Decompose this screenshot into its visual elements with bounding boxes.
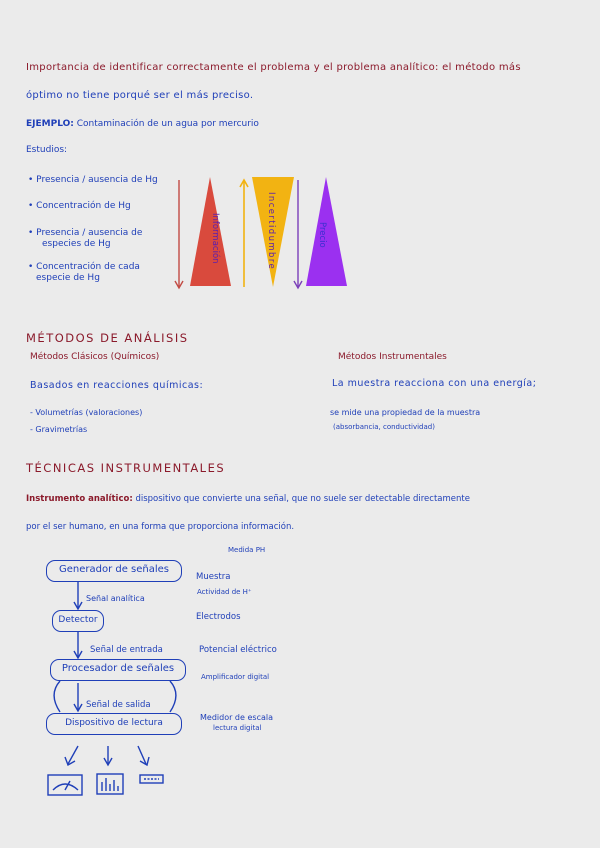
study-item: • Presencia / ausencia de Hg: [28, 175, 158, 185]
study-item-continuation: especie de Hg: [36, 273, 100, 283]
instrumental-description: La muestra reacciona con una energía;: [332, 378, 537, 389]
instrument-definition-text-1: dispositivo que convierte una señal, que no suele ser detectable directamente: [135, 494, 470, 504]
study-item: • Presencia / ausencia de: [28, 228, 143, 238]
classic-item: - Gravimetrías: [30, 425, 88, 434]
flow-loop-right: [170, 681, 176, 712]
studies-label: Estudios:: [26, 145, 68, 155]
ph-example-item: Actividad de H⁺: [197, 588, 252, 596]
study-item: • Concentración de Hg: [28, 201, 131, 211]
instrument-definition-label: Instrumento analítico:: [26, 494, 133, 504]
analog-meter-needle: [65, 781, 70, 790]
price-label: Precio: [317, 222, 327, 248]
instrumental-examples: (absorbancia, conductividad): [333, 423, 435, 431]
ph-example-item: Potencial eléctrico: [199, 645, 277, 655]
ph-example-item: Muestra: [196, 572, 231, 582]
input-signal-label: Señal de entrada: [90, 645, 163, 655]
ph-example-item: Amplificador digital: [201, 673, 270, 681]
output-arrow: [138, 746, 146, 764]
instrumental-methods-title: Métodos Instrumentales: [338, 352, 447, 362]
classic-description: Basados en reacciones químicas:: [30, 380, 204, 391]
analog-meter-icon: [48, 775, 82, 795]
ph-example-item: Medidor de escala: [200, 713, 273, 722]
study-item-continuation: especies de Hg: [42, 239, 111, 249]
intro-line-2: óptimo no tiene porqué ser el más preciso.: [26, 90, 254, 101]
readout-device-box: Dispositivo de lectura: [46, 713, 182, 735]
information-label: Información: [210, 213, 220, 264]
ph-example-item: Electrodos: [196, 612, 241, 622]
example-label: EJEMPLO:: [26, 119, 74, 129]
flow-loop-left: [54, 681, 60, 712]
output-signal-label: Señal de salida: [86, 700, 151, 710]
instrumental-detail: se mide una propiedad de la muestra: [330, 408, 481, 417]
output-arrow: [68, 746, 78, 764]
ph-example-item: lectura digital: [213, 724, 262, 732]
example-text: Contaminación de un agua por mercurio: [76, 119, 259, 129]
intro-line-1: Importancia de identificar correctamente el problema y el problema analítico: el método más: [26, 62, 521, 73]
techniques-heading: TÉCNICAS INSTRUMENTALES: [26, 461, 226, 475]
instrument-definition-line-2: por el ser humano, en una forma que proporciona información.: [26, 522, 295, 532]
detector-box: Detector: [52, 610, 104, 632]
methods-heading: MÉTODOS DE ANÁLISIS: [26, 331, 189, 345]
classic-methods-title: Métodos Clásicos (Químicos): [30, 352, 160, 362]
uncertainty-label: Incertidumbre: [266, 192, 276, 271]
ph-example-title: Medida PH: [228, 546, 266, 554]
signal-generator-box: Generador de señales: [46, 560, 182, 582]
analytic-signal-label: Señal analítica: [86, 594, 145, 603]
signal-processor-box: Procesador de señales: [50, 659, 186, 681]
study-item: • Concentración de cada: [28, 262, 140, 272]
classic-item: - Volumetrías (valoraciones): [30, 408, 143, 417]
